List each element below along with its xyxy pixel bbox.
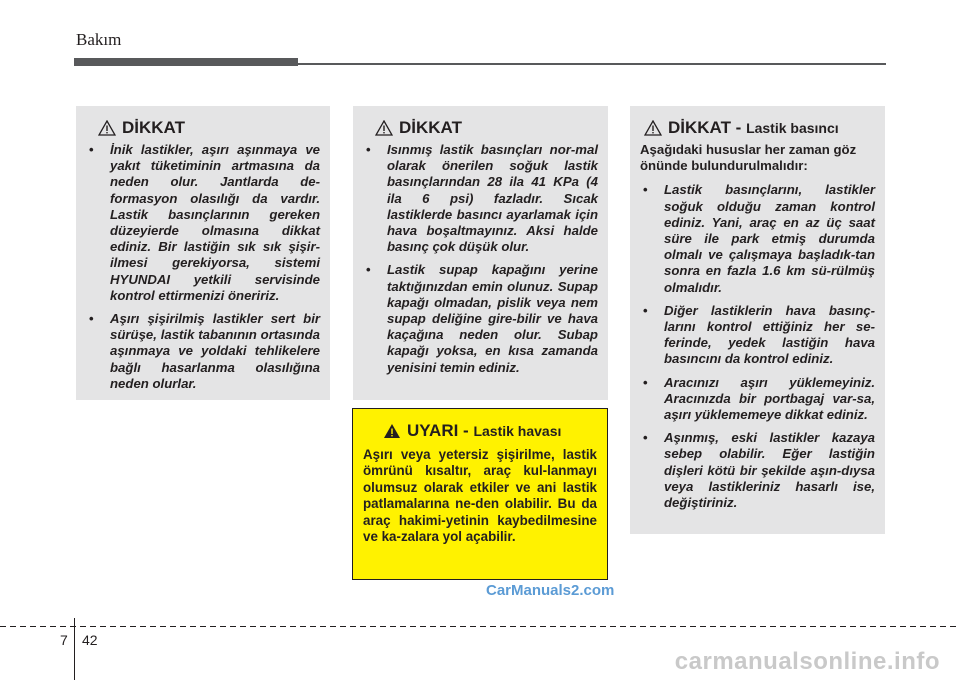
- list-item: • Aşınmış, eski lastikler kazaya sebep olabilir. Eğer lastiğin dişleri kötü bir şekilde aşın-dıysa veya lastikleriniz hasarlı ise, değiştiriniz.: [640, 430, 875, 511]
- header-rule-thick: [74, 58, 298, 66]
- caution-box-2: [353, 106, 608, 400]
- list-item: • Diğer lastiklerin hava basınç-larını kontrol ettiğiniz her se-ferinde, yedek lastiğin hava basıncını da kontrol ediniz.: [640, 303, 875, 368]
- caution-box-3-title-text: DİKKAT -: [668, 118, 747, 137]
- page-chapter-number: 7: [60, 632, 68, 648]
- caution-box-1-title: [98, 118, 320, 138]
- list-item: • Aracınızı aşırı yüklemeyiniz. Aracınızda bir portbagaj var-sa, aşırı yüklememeye dikkat ediniz.: [640, 375, 875, 424]
- warning-filled-triangle-icon: [383, 423, 401, 439]
- caution-box-3-intro: Aşağıdaki hususlar her zaman göz önünde bulundurulmalıdır:: [640, 142, 857, 174]
- watermark-carmanualsonline: carmanualsonline.info: [674, 648, 940, 675]
- list-item: • Lastik supap kapağını yerine taktığınızdan emin olunuz. Supap kapağı olmadan, pislik veya nem supap deliğine gire-bilir ve hava kaçağına neden olur. Subap kapağı yoksa, en kısa zamanda yenisini temin ediniz.: [363, 262, 598, 375]
- warning-triangle-icon: [644, 120, 662, 136]
- section-title: Bakım: [76, 30, 122, 49]
- caution-box-1-title-text: DİKKAT: [122, 118, 185, 137]
- list-item: • Lastik basınçlarını, lastikler soğuk olduğu zaman kontrol ediniz. Yani, araç en az üç saat süre ile park etmiş durumda olmalı ve çalışmaya başladık-tan sonra en fazla 1.6 km sü-rülmüş olmalıdır.: [640, 182, 875, 295]
- caution-box-1: [76, 106, 330, 400]
- caution-box-2-title-text: DİKKAT: [399, 118, 462, 137]
- caution-box-2-list: [363, 142, 598, 376]
- caution-box-1-list: [86, 142, 320, 392]
- warning-triangle-icon: [98, 120, 116, 136]
- warning-box: [352, 408, 608, 580]
- warning-box-text: Aşırı veya yetersiz şişirilme, lastik ömrünü kısaltır, araç kul-lanmayı olumsuz olarak etkiler ve ani lastik patlamalarına ne-den olabilir. Bu da araç hakimi-yetinin kaybedilmesine ve ka-zalara yol açabilir.: [363, 447, 597, 545]
- page-number-divider: [74, 618, 75, 680]
- caution-box-3: [630, 106, 885, 534]
- caution-box-2-title: [375, 118, 598, 138]
- caution-box-3-title: [644, 118, 875, 138]
- list-item: • Aşırı şişirilmiş lastikler sert bir sürüşe, lastik tabanının ortasında aşınmaya ve yoldaki tehlikelere bağlı hasarlanma olasılığına neden olurlar.: [86, 311, 320, 392]
- caution-box-3-subtitle: Lastik basıncı: [746, 120, 839, 136]
- warning-box-title-text: UYARI -: [407, 421, 474, 440]
- warning-triangle-icon: [375, 120, 393, 136]
- warning-box-title: [383, 421, 597, 441]
- list-item: • İnik lastikler, aşırı aşınmaya ve yakıt tüketiminin artmasına da neden olur. Jantlarda de-formasyon olasılığı da vardır. Lastik basınçlarının gereken düzeyierde olmasına dikkat ediniz. Bir lastiğin sık sık şişir-ilmesi gerekiyorsa, sistemi HYUNDAI yetkili servisinde kontrol ettirmenizi öneririz.: [86, 142, 320, 304]
- caution-box-3-list: [640, 182, 875, 511]
- footer-dashed-line: [0, 626, 960, 627]
- warning-box-subtitle: Lastik havası: [473, 423, 562, 439]
- page-number: 42: [82, 632, 98, 648]
- header-rule-thin: [298, 63, 886, 65]
- watermark-carmanuals2: CarManuals2.com: [486, 582, 615, 599]
- list-item: • Isınmış lastik basınçları nor-mal olarak önerilen soğuk lastik basınçlarından 28 ila 41 KPa (4 ila 6 psi) fazladır. Sıcak lastiklerde basıncı ayarlamak için hava boşaltmayınız. Aksi halde basınç çok düşük olur.: [363, 142, 598, 255]
